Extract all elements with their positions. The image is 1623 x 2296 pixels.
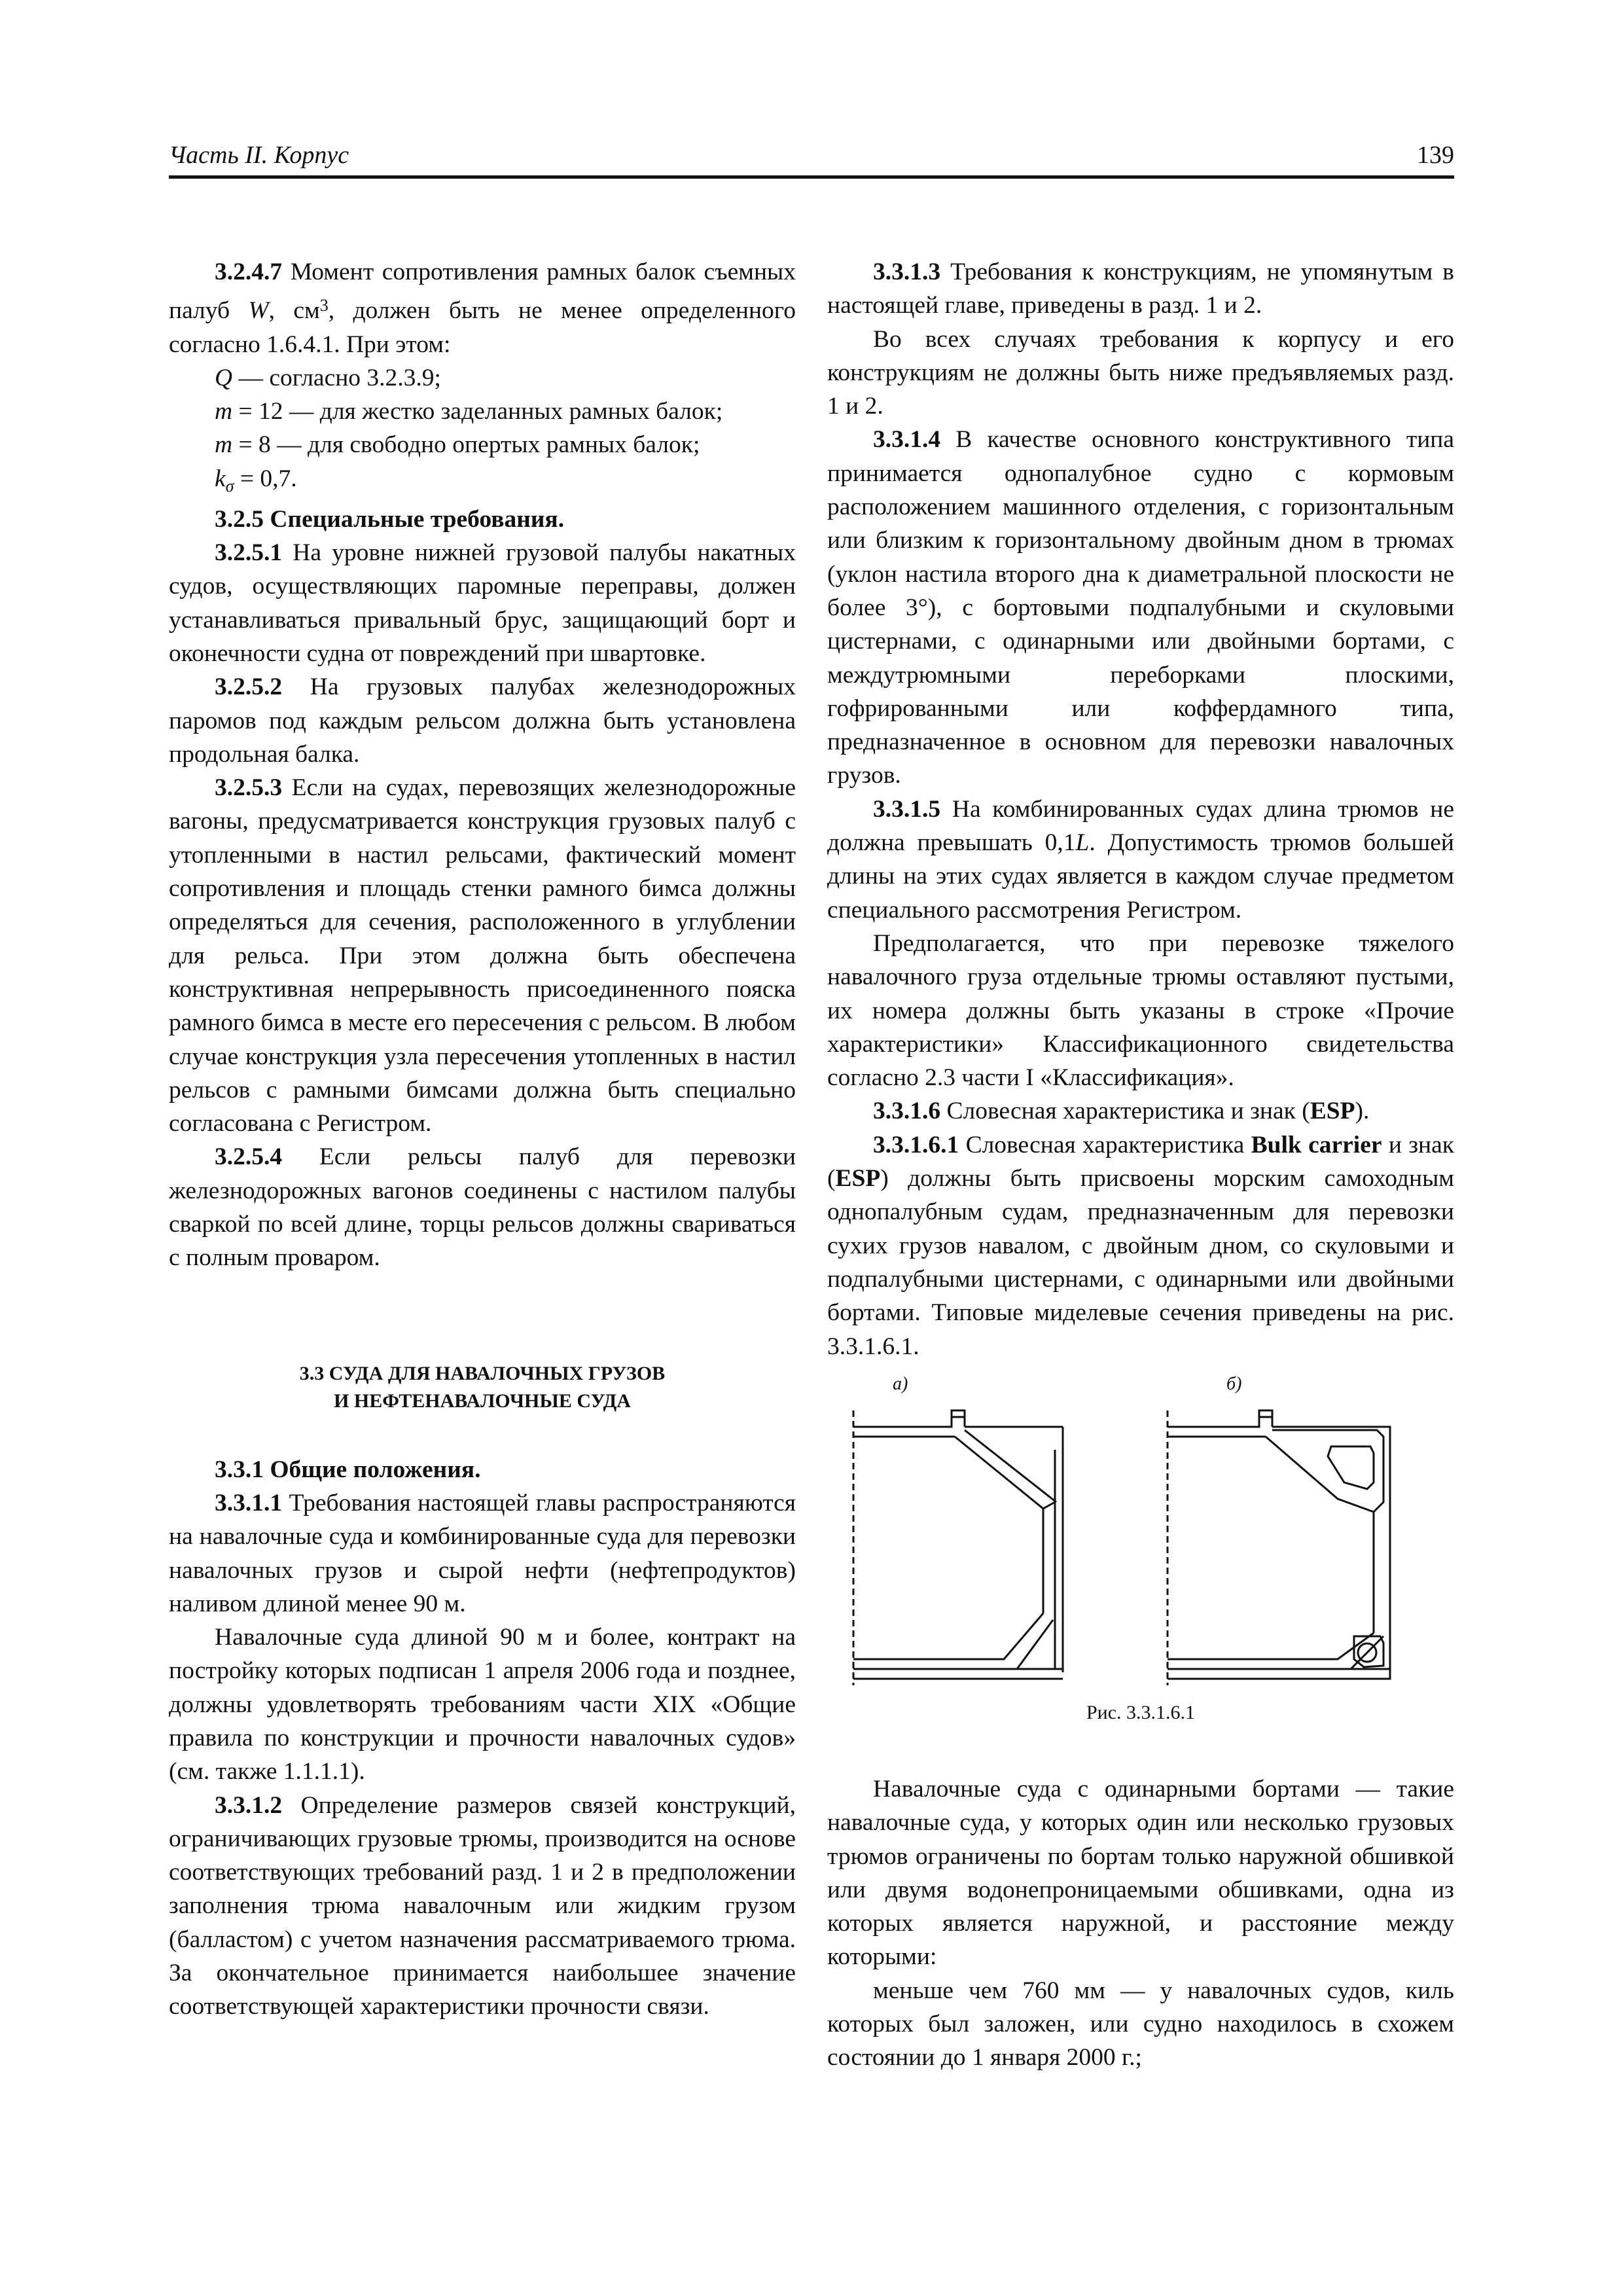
section-b-drawing	[1168, 1374, 1390, 1685]
figure-midship-sections	[827, 1371, 1454, 1738]
heading-3-2-5: 3.2.5 Специальные требования.	[215, 505, 565, 533]
paragraph-3-2-5-1: 3.2.5.1 На уровне нижней грузовой палубы накатных судов, осуществляющих паромные переправы, должен устанавливаться привальный брус, защищающий борт и оконечности судна от повреждений при швартовке.	[169, 539, 796, 667]
page-number: 139	[1417, 141, 1454, 169]
paragraph-single-side: Навалочные суда с одинарными бортами — такие навалочные суда, у которых один или несколько грузовых трюмов ограничены по бортам только наружной обшивкой или двумя водонепроницаемыми обшивками, одна из которых является наружной, и расстояние между которыми:	[827, 1776, 1454, 1971]
paragraph-3-3-1-6: 3.3.1.6 Словесная характеристика и знак (ESP).	[873, 1098, 1370, 1125]
heading-3-3-1: 3.3.1 Общие положения.	[215, 1456, 481, 1483]
formula-k: $k_\sigma = 0,7$.	[215, 465, 297, 495]
paragraph-3-3-1-6-1: 3.3.1.6.1 Словесная характеристика Bulk carrier и знак (ESP) должны быть присвоены морским самоходным однопалубным судам, предназначенным для перевозки сухих грузов навалом, с двойным дном, со скуловыми и подпалубными цистернами, с одинарными или двойными бортами. Типовые миделевые сечения приведены на рис. 3.3.1.6.1.	[827, 1131, 1454, 1360]
paragraph-3-3-1-1: 3.3.1.1 Требования настоящей главы распространяются на навалочные суда и комбинированные суда для перевозки навалочных грузов и сырой нефти (нефтепродуктов) наливом длиной менее 90 м.	[169, 1489, 796, 1617]
section-title-line-2: И НЕФТЕНАВАЛОЧНЫЕ СУДА	[334, 1390, 631, 1412]
paragraph-3-2-4-7: 3.2.4.7 Момент сопротивления рамных балок съемных палуб W, $см^3$, должен быть не менее определенного согласно 1.6.4.1. При этом:	[169, 259, 796, 358]
paragraph-3-2-5-2: 3.2.5.2 На грузовых палубах железнодорожных паромов под каждым рельсом должна быть установлена продольная балка.	[169, 673, 796, 768]
fig-label-b: б)	[1226, 1374, 1242, 1394]
paragraph-3-2-5-4: 3.2.5.4 Если рельсы палуб для перевозки железнодорожных вагонов соединены с настилом палубы сваркой по всей длине, торцы рельсов должны свариваться с полным проваром.	[169, 1143, 796, 1272]
paragraph-heavy-cargo: Предполагается, что при перевозке тяжелого навалочного груза отдельные трюмы оставляют пустыми, их номера должны быть указаны в строке «Прочие характеристики» Классификационного свидетельства согласно 2.3 части I «Классификация».	[827, 929, 1454, 1092]
fig-label-a: а)	[893, 1374, 908, 1394]
section-title-line-1: 3.3 СУДА ДЛЯ НАВАЛОЧНЫХ ГРУЗОВ	[299, 1362, 666, 1384]
running-header: Часть II. Корпус	[169, 141, 349, 169]
section-title-3-3	[169, 1360, 796, 1415]
paragraph-3-2-5-3: 3.2.5.3 Если на судах, перевозящих железнодорожные вагоны, предусматривается конструкция грузовых палуб с утопленными в настил рельсами, фактический момент сопротивления и площадь стенки рамного бимса должны определяться для сечения, расположенного в углублении для рельса. При этом должна быть обеспечена конструктивная непрерывность присоединенного пояска рамного бимса в месте его пересечения с рельсом. В любом случае конструкция узла пересечения утопленных в настил рельсов с рамными бимсами должна быть специально согласована с Регистром.	[169, 774, 796, 1138]
formula-m12: m = 12 — для жестко заделанных рамных балок;	[215, 398, 723, 425]
formula-m8: m = 8 — для свободно опертых рамных балок;	[215, 431, 700, 459]
paragraph-less-than-760: меньше чем 760 мм — у навалочных судов, киль которых был заложен, или судно находилось в схожем состоянии до 1 января 2000 г.;	[827, 1977, 1454, 2072]
midship-sections-drawing	[827, 1371, 1454, 1698]
formula-q: Q — согласно 3.2.3.9;	[215, 364, 441, 391]
right-column-continued	[827, 1772, 1454, 2075]
figure-caption: Рис. 3.3.1.6.1	[1086, 1702, 1196, 1723]
paragraph-3-3-1-4: 3.3.1.4 В качестве основного конструктивного типа принимается однопалубное судно с кормовым расположением машинного отделения, с горизонтальным или близким к горизонтальному двойным дном в трюмах (уклон настила второго дна к диаметральной плоскости не более 3°), с бортовыми подпалубными и скуловыми цистернами, с одинарными или двойными бортами, с междутрюмными переборками плоскими, гофрированными или коффердамного типа, предназначенное в основном для перевозки навалочных грузов.	[827, 426, 1454, 789]
right-column	[827, 255, 1454, 1363]
section-a-drawing	[853, 1374, 1063, 1685]
header-rule	[169, 175, 1454, 179]
paragraph-3-3-1-3: 3.3.1.3 Требования к конструкциям, не упомянутым в настоящей главе, приведены в разд. 1 и 2.	[827, 259, 1454, 319]
paragraph-bulk-90m: Навалочные суда длиной 90 м и более, контракт на постройку которых подписан 1 апреля 2006 года и позднее, должны удовлетворять требованиям части XIX «Общие правила по конструкции и прочности навалочных судов» (см. также 1.1.1.1).	[169, 1624, 796, 1785]
paragraph-3-3-1-2: 3.3.1.2 Определение размеров связей конструкций, ограничивающих грузовые трюмы, производится на основе соответствующих требований разд. 1 и 2 в предположении заполнения трюма навалочным или жидким грузом (балластом) с учетом назначения рассматриваемого трюма. За окончательное принимается наибольшее значение соответствующей характеристики прочности связи.	[169, 1791, 796, 2020]
paragraph-3-3-1-5: 3.3.1.5 На комбинированных судах длина трюмов не должна превышать 0,1L. Допустимость трюмов большей длины на этих судах является в каждом случае предметом специального рассмотрения Регистром.	[827, 795, 1455, 924]
left-column	[169, 255, 796, 2024]
paragraph-all-cases: Во всех случаях требования к корпусу и его конструкциям не должны быть ниже предъявляемых разд. 1 и 2.	[827, 325, 1454, 420]
